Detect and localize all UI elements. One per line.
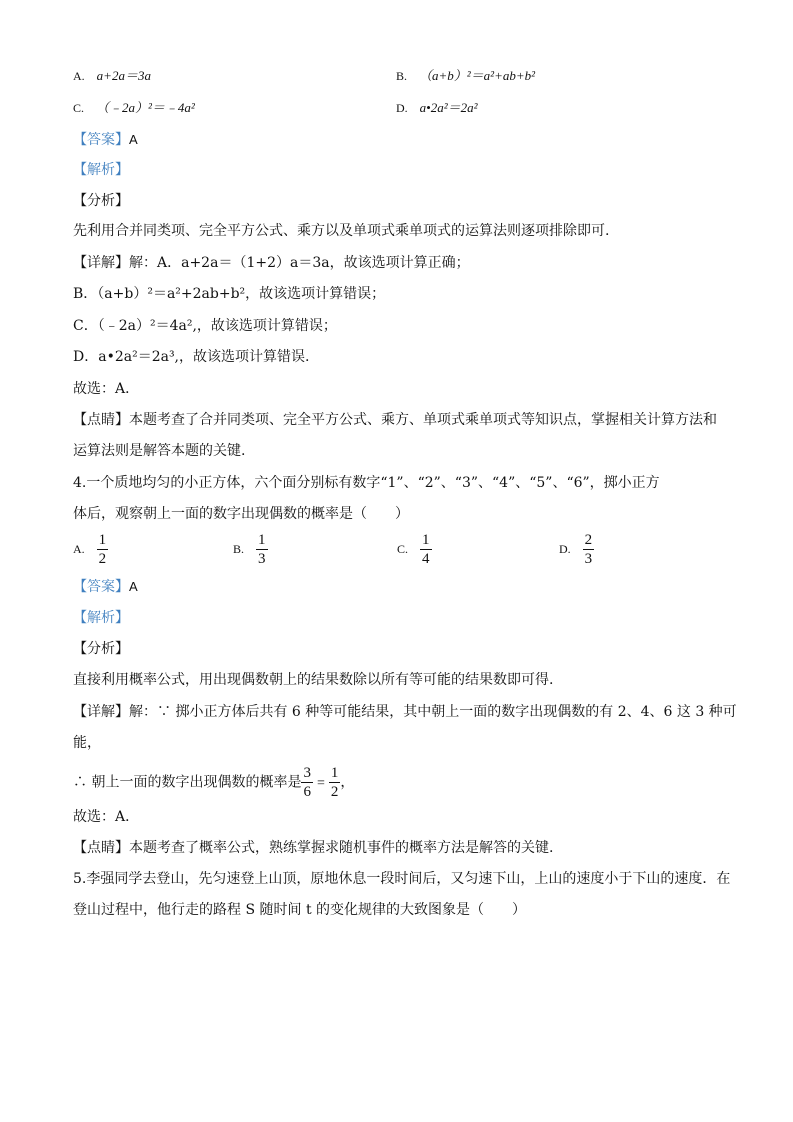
q4-option-a [73, 531, 108, 568]
numerator: 3 [303, 765, 311, 781]
q3-comment-line-2: 运算法则是解答本题的关键. [73, 443, 246, 459]
q4-stem-line-2: 体后，观察朝上一面的数字出现偶数的概率是（ ） [73, 506, 409, 522]
q4-comment [73, 838, 553, 858]
q4-option-c [397, 531, 432, 568]
option-label: D. [559, 542, 571, 556]
q3-comment-line-1 [73, 410, 717, 430]
q3-detail-line-2: B．（a+b）²＝a²+2ab+b²，故该选项计算错误； [73, 286, 386, 302]
option-text: （a+b）²＝a²+ab+b² [419, 68, 536, 83]
q4-option-d [559, 531, 594, 568]
q3-option-d [396, 98, 478, 119]
therefore-prefix: ∴ 朝上一面的数字出现偶数的概率是 [73, 774, 302, 791]
q4-detail-line-1 [73, 702, 737, 722]
q3-detail-line-1 [73, 253, 470, 273]
q4-choice: 故选：A． [73, 809, 140, 825]
numerator: 1 [330, 765, 339, 781]
q4-option-b [233, 531, 268, 568]
q3-detail-line-3: C．（﹣2a）²＝4a²,，故该选项计算错误； [73, 318, 337, 334]
q3-fenxi-text: 先利用合并同类项、完全平方公式、乘方以及单项式乘单项式的运算法则逐项排除即可. [73, 223, 610, 239]
denominator: 2 [98, 551, 107, 567]
denominator: 2 [330, 784, 339, 800]
q4-stem-line-1: 4.一个质地均匀的小正方体，六个面分别标有数字“1”、“2”、“3”、“4”、“5”、“6”，掷小正方 [73, 475, 660, 491]
denominator: 3 [258, 551, 266, 567]
answer-value: A [129, 579, 138, 594]
denominator: 6 [303, 784, 311, 800]
option-label: C. [73, 101, 85, 115]
numerator: 1 [422, 532, 430, 548]
q4-fenxi-tag: 【分析】 [73, 641, 129, 657]
numerator: 1 [98, 532, 107, 548]
q3-analysis-tag: 【解析】 [73, 162, 129, 178]
option-label: B. [396, 69, 408, 83]
option-text: （﹣2a）²＝﹣4a² [96, 100, 195, 115]
option-text: a+2a＝3a [96, 68, 151, 83]
detail-text: 解：A．a+2a＝（1+2）a＝3a，故该选项计算正确； [129, 255, 470, 271]
numerator: 2 [584, 532, 593, 548]
q4-analysis-tag: 【解析】 [73, 610, 129, 626]
detail-text: 解：∵ 掷小正方体后共有 6 种等可能结果，其中朝上一面的数字出现偶数的有 2、4、6 这 3 种可 [129, 704, 737, 720]
comment-tag: 【点睛】 [73, 840, 129, 856]
option-fraction [420, 531, 432, 568]
option-label: A. [73, 69, 85, 83]
q3-option-a [73, 66, 151, 87]
q3-option-b [396, 66, 535, 87]
option-label: B. [233, 542, 245, 556]
q3-detail-line-4: D．a•2a²＝2a³,，故该选项计算错误. [73, 349, 310, 365]
q4-fenxi-text: 直接利用概率公式，用出现偶数朝上的结果数除以所有等可能的结果数即可得. [73, 672, 554, 688]
option-label: D. [396, 101, 408, 115]
q4-answer [73, 577, 138, 597]
denominator: 3 [584, 551, 593, 567]
answer-tag: 【答案】 [73, 132, 129, 148]
q3-option-c [73, 98, 195, 119]
comment-tag: 【点睛】 [73, 412, 129, 428]
option-label: C. [397, 542, 409, 556]
option-fraction [97, 531, 109, 568]
answer-value: A [129, 132, 138, 147]
q4-therefore-line [73, 764, 354, 802]
detail-tag: 【详解】 [73, 255, 129, 271]
comment-text: 本题考查了概率公式，熟练掌握求随机事件的概率方法是解答的关键. [129, 840, 554, 856]
fraction-3-6 [301, 764, 313, 801]
q3-fenxi-tag: 【分析】 [73, 193, 129, 209]
option-text: a•2a²＝2a² [419, 100, 478, 115]
denominator: 4 [422, 551, 430, 567]
q3-answer [73, 130, 138, 150]
detail-tag: 【详解】 [73, 704, 129, 720]
q3-choice: 故选：A． [73, 381, 140, 397]
q5-stem-line-1: 5.李强同学去登山，先匀速登上山顶，原地休息一段时间后，又匀速下山，上山的速度小于下山的速度．在 [73, 871, 731, 887]
fraction-1-2 [329, 764, 341, 801]
option-fraction [583, 531, 595, 568]
answer-tag: 【答案】 [73, 579, 129, 595]
therefore-suffix: ， [340, 774, 355, 791]
comment-text: 本题考查了合并同类项、完全平方公式、乘方、单项式乘单项式等知识点，掌握相关计算方法和 [129, 412, 717, 428]
option-fraction [256, 531, 268, 568]
equals-sign: = [316, 775, 325, 791]
numerator: 1 [258, 532, 266, 548]
option-label: A. [73, 542, 85, 556]
q5-stem-line-2: 登山过程中，他行走的路程 S 随时间 t 的变化规律的大致图象是（ ） [73, 902, 527, 918]
q4-detail-line-2: 能， [73, 735, 101, 751]
